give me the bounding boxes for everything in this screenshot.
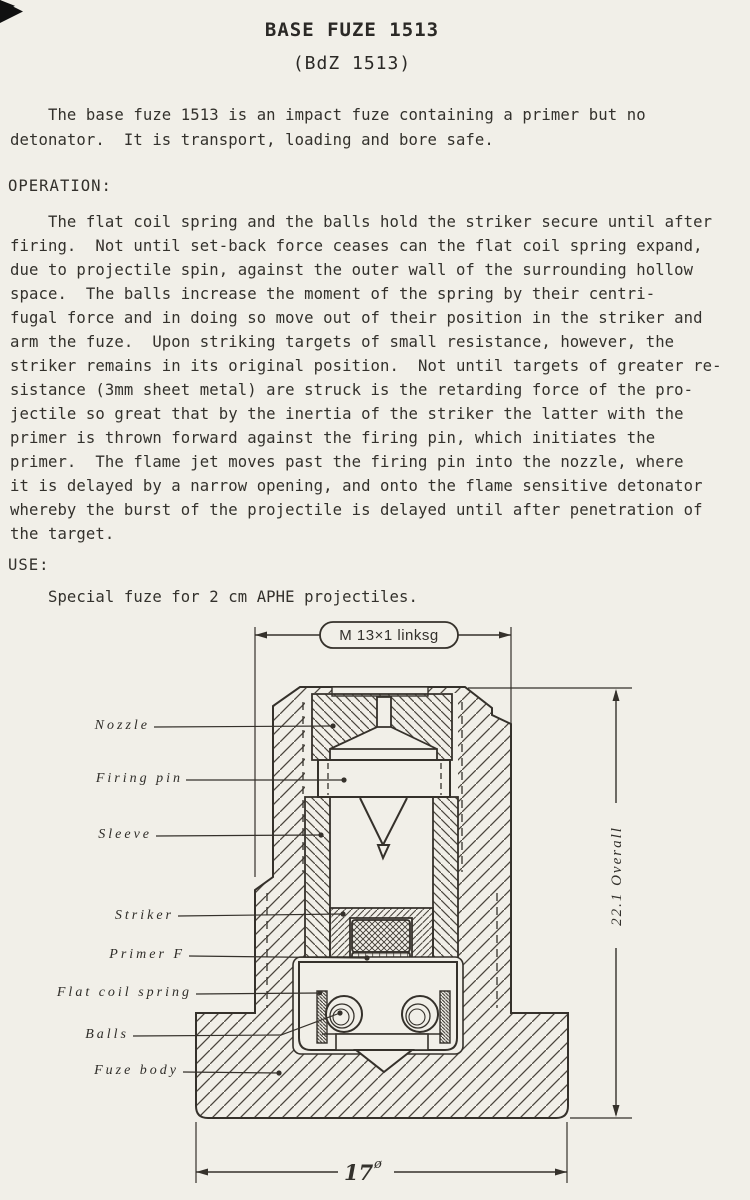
use-heading: USE: [8,556,50,574]
intro-line: detonator. It is transport, loading and bore safe. [10,131,494,149]
label-sleeve: Sleeve [98,827,152,842]
page-subtitle: (BdZ 1513) [292,53,412,74]
operation-line: due to projectile spin, against the outer wall of the surrounding hollow [10,261,694,279]
firing-pin-part [318,760,450,797]
diameter-symbol: ø [374,1157,382,1172]
base-width-label: 17 [344,1160,374,1185]
label-striker: Striker [114,908,174,923]
label-firing-pin: Firing pin [95,771,183,786]
operation-line: fugal force and in doing so move out of their position in the striker and [10,309,703,327]
operation-heading: OPERATION: [8,177,112,195]
operation-line: whereby the burst of the projectile is delayed until after penetration of [10,501,703,519]
fuze-cross-section-diagram [0,615,750,1200]
operation-line: the target. [10,525,115,543]
intro-line: The base fuze 1513 is an impact fuze containing a primer but no [10,106,646,124]
operation-line: jectile so great that by the inertia of the striker the latter with the [10,405,684,423]
operation-line: The flat coil spring and the balls hold the striker secure until after [10,213,713,231]
label-balls: Balls [85,1027,129,1042]
thread-dimension-label: M 13×1 linksg [339,627,439,644]
operation-line: space. The balls increase the moment of the spring by their centri- [10,285,656,303]
overall-height-label: 22.1 Overall [609,826,625,926]
operation-line: arm the fuze. Upon striking targets of small resistance, however, the [10,333,675,351]
operation-line: it is delayed by a narrow opening, and onto the flame sensitive detonator [10,477,703,495]
page-title: BASE FUZE 1513 [264,19,440,41]
operation-line: firing. Not until set-back force ceases can the flat coil spring expand, [10,237,703,255]
operation-line: sistance (3mm sheet metal) are struck is the retarding force of the pro- [10,381,694,399]
label-primer-f: Primer F [109,947,185,962]
operation-line: primer is thrown forward against the firing pin, which initiates the [10,429,656,447]
label-nozzle: Nozzle [94,718,150,733]
label-fuze-body: Fuze body [94,1063,179,1078]
base-width-dimension [196,1122,567,1183]
use-line: Special fuze for 2 cm APHE projectiles. [10,588,418,606]
operation-line: striker remains in its original position. Not until targets of greater re- [10,357,722,375]
label-flat-coil-spring: Flat coil spring [56,985,192,1000]
operation-line: primer. The flame jet moves past the firing pin into the nozzle, where [10,453,684,471]
